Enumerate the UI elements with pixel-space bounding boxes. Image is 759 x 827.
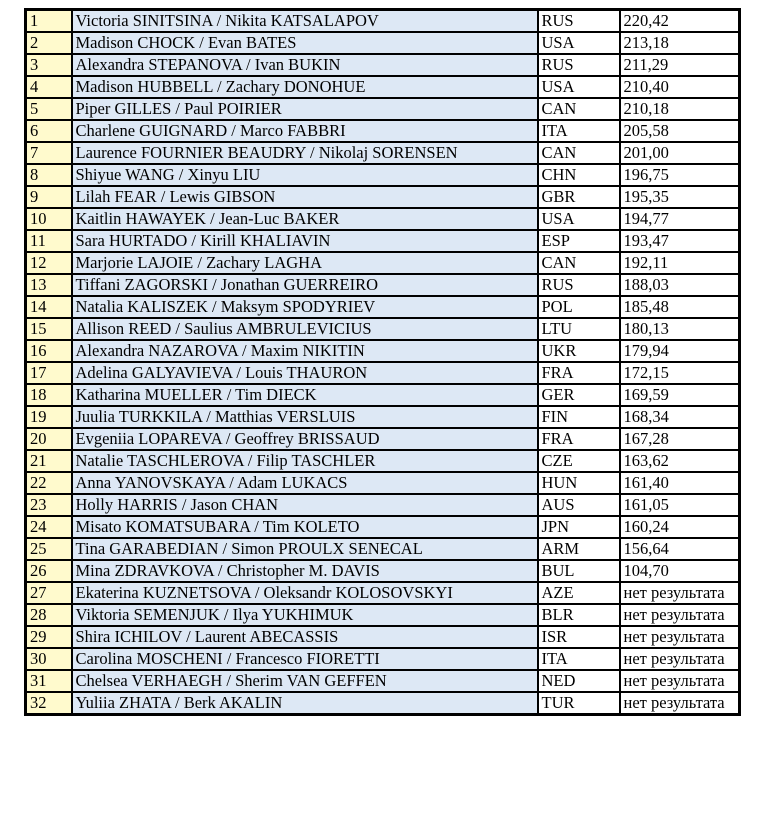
nation-code-cell: ARM (538, 538, 620, 560)
table-row (26, 32, 740, 54)
score-cell: 192,11 (620, 252, 740, 274)
score-cell: 163,62 (620, 450, 740, 472)
table-row (26, 450, 740, 472)
table-row (26, 670, 740, 692)
score-cell: 210,40 (620, 76, 740, 98)
score-cell: 161,40 (620, 472, 740, 494)
nation-code-cell: RUS (538, 54, 620, 76)
pair-name-cell: Lilah FEAR / Lewis GIBSON (72, 186, 538, 208)
nation-code-cell: CAN (538, 252, 620, 274)
nation-code-cell: LTU (538, 318, 620, 340)
rank-cell: 32 (26, 692, 72, 715)
pair-name-cell: Shira ICHILOV / Laurent ABECASSIS (72, 626, 538, 648)
pair-name-cell: Kaitlin HAWAYEK / Jean-Luc BAKER (72, 208, 538, 230)
rank-cell: 10 (26, 208, 72, 230)
table-row (26, 296, 740, 318)
pair-name-cell: Victoria SINITSINA / Nikita KATSALAPOV (72, 10, 538, 33)
score-cell: 210,18 (620, 98, 740, 120)
pair-name-cell: Holly HARRIS / Jason CHAN (72, 494, 538, 516)
pair-name-cell: Marjorie LAJOIE / Zachary LAGHA (72, 252, 538, 274)
table-row (26, 76, 740, 98)
nation-code-cell: ITA (538, 120, 620, 142)
rank-cell: 25 (26, 538, 72, 560)
score-cell: нет результата (620, 692, 740, 715)
rank-cell: 18 (26, 384, 72, 406)
nation-code-cell: RUS (538, 10, 620, 33)
pair-name-cell: Carolina MOSCHENI / Francesco FIORETTI (72, 648, 538, 670)
rank-cell: 12 (26, 252, 72, 274)
table-row (26, 120, 740, 142)
pair-name-cell: Evgeniia LOPAREVA / Geoffrey BRISSAUD (72, 428, 538, 450)
results-table-body (26, 10, 740, 715)
nation-code-cell: ESP (538, 230, 620, 252)
score-cell: 179,94 (620, 340, 740, 362)
rank-cell: 1 (26, 10, 72, 33)
score-cell: 220,42 (620, 10, 740, 33)
nation-code-cell: RUS (538, 274, 620, 296)
rank-cell: 21 (26, 450, 72, 472)
nation-code-cell: GBR (538, 186, 620, 208)
table-row (26, 648, 740, 670)
score-cell: 196,75 (620, 164, 740, 186)
score-cell: 180,13 (620, 318, 740, 340)
pair-name-cell: Shiyue WANG / Xinyu LIU (72, 164, 538, 186)
nation-code-cell: UKR (538, 340, 620, 362)
rank-cell: 17 (26, 362, 72, 384)
pair-name-cell: Madison CHOCK / Evan BATES (72, 32, 538, 54)
table-row (26, 428, 740, 450)
nation-code-cell: HUN (538, 472, 620, 494)
score-cell: 161,05 (620, 494, 740, 516)
pair-name-cell: Charlene GUIGNARD / Marco FABBRI (72, 120, 538, 142)
rank-cell: 29 (26, 626, 72, 648)
score-cell: 205,58 (620, 120, 740, 142)
rank-cell: 28 (26, 604, 72, 626)
table-row (26, 516, 740, 538)
score-cell: нет результата (620, 670, 740, 692)
score-cell: 194,77 (620, 208, 740, 230)
nation-code-cell: AUS (538, 494, 620, 516)
nation-code-cell: NED (538, 670, 620, 692)
pair-name-cell: Anna YANOVSKAYA / Adam LUKACS (72, 472, 538, 494)
table-row (26, 318, 740, 340)
table-row (26, 406, 740, 428)
score-cell: 185,48 (620, 296, 740, 318)
rank-cell: 2 (26, 32, 72, 54)
score-cell: 213,18 (620, 32, 740, 54)
score-cell: 167,28 (620, 428, 740, 450)
nation-code-cell: CAN (538, 142, 620, 164)
pair-name-cell: Ekaterina KUZNETSOVA / Oleksandr KOLOSOVSKYI (72, 582, 538, 604)
pair-name-cell: Chelsea VERHAEGH / Sherim VAN GEFFEN (72, 670, 538, 692)
rank-cell: 31 (26, 670, 72, 692)
table-row (26, 626, 740, 648)
score-cell: 160,24 (620, 516, 740, 538)
table-row (26, 98, 740, 120)
pair-name-cell: Sara HURTADO / Kirill KHALIAVIN (72, 230, 538, 252)
score-cell: 169,59 (620, 384, 740, 406)
nation-code-cell: FRA (538, 428, 620, 450)
pair-name-cell: Tiffani ZAGORSKI / Jonathan GUERREIRO (72, 274, 538, 296)
nation-code-cell: USA (538, 76, 620, 98)
nation-code-cell: FIN (538, 406, 620, 428)
rank-cell: 19 (26, 406, 72, 428)
score-cell: нет результата (620, 582, 740, 604)
nation-code-cell: JPN (538, 516, 620, 538)
table-row (26, 692, 740, 715)
table-row (26, 538, 740, 560)
rank-cell: 4 (26, 76, 72, 98)
pair-name-cell: Adelina GALYAVIEVA / Louis THAURON (72, 362, 538, 384)
nation-code-cell: CZE (538, 450, 620, 472)
table-row (26, 362, 740, 384)
table-row (26, 230, 740, 252)
pair-name-cell: Mina ZDRAVKOVA / Christopher M. DAVIS (72, 560, 538, 582)
table-row (26, 186, 740, 208)
table-row (26, 494, 740, 516)
score-cell: 188,03 (620, 274, 740, 296)
rank-cell: 16 (26, 340, 72, 362)
results-table (24, 8, 741, 716)
rank-cell: 20 (26, 428, 72, 450)
nation-code-cell: FRA (538, 362, 620, 384)
table-row (26, 208, 740, 230)
table-row (26, 274, 740, 296)
score-cell: 156,64 (620, 538, 740, 560)
nation-code-cell: CHN (538, 164, 620, 186)
table-row (26, 560, 740, 582)
nation-code-cell: CAN (538, 98, 620, 120)
rank-cell: 22 (26, 472, 72, 494)
pair-name-cell: Misato KOMATSUBARA / Tim KOLETO (72, 516, 538, 538)
pair-name-cell: Tina GARABEDIAN / Simon PROULX SENECAL (72, 538, 538, 560)
score-cell: 195,35 (620, 186, 740, 208)
rank-cell: 13 (26, 274, 72, 296)
rank-cell: 30 (26, 648, 72, 670)
pair-name-cell: Piper GILLES / Paul POIRIER (72, 98, 538, 120)
rank-cell: 24 (26, 516, 72, 538)
nation-code-cell: POL (538, 296, 620, 318)
pair-name-cell: Katharina MUELLER / Tim DIECK (72, 384, 538, 406)
table-row (26, 604, 740, 626)
score-cell: нет результата (620, 648, 740, 670)
pair-name-cell: Madison HUBBELL / Zachary DONOHUE (72, 76, 538, 98)
rank-cell: 9 (26, 186, 72, 208)
score-cell: нет результата (620, 604, 740, 626)
rank-cell: 7 (26, 142, 72, 164)
table-row (26, 472, 740, 494)
table-row (26, 10, 740, 33)
rank-cell: 15 (26, 318, 72, 340)
score-cell: 104,70 (620, 560, 740, 582)
table-row (26, 582, 740, 604)
pair-name-cell: Juulia TURKKILA / Matthias VERSLUIS (72, 406, 538, 428)
score-cell: 172,15 (620, 362, 740, 384)
table-row (26, 164, 740, 186)
rank-cell: 27 (26, 582, 72, 604)
score-cell: 168,34 (620, 406, 740, 428)
pair-name-cell: Laurence FOURNIER BEAUDRY / Nikolaj SORENSEN (72, 142, 538, 164)
rank-cell: 23 (26, 494, 72, 516)
rank-cell: 6 (26, 120, 72, 142)
nation-code-cell: AZE (538, 582, 620, 604)
nation-code-cell: USA (538, 208, 620, 230)
score-cell: 211,29 (620, 54, 740, 76)
pair-name-cell: Viktoria SEMENJUK / Ilya YUKHIMUK (72, 604, 538, 626)
pair-name-cell: Natalie TASCHLEROVA / Filip TASCHLER (72, 450, 538, 472)
nation-code-cell: USA (538, 32, 620, 54)
nation-code-cell: TUR (538, 692, 620, 715)
pair-name-cell: Alexandra NAZAROVA / Maxim NIKITIN (72, 340, 538, 362)
nation-code-cell: BUL (538, 560, 620, 582)
rank-cell: 26 (26, 560, 72, 582)
rank-cell: 3 (26, 54, 72, 76)
nation-code-cell: GER (538, 384, 620, 406)
table-row (26, 340, 740, 362)
pair-name-cell: Allison REED / Saulius AMBRULEVICIUS (72, 318, 538, 340)
score-cell: нет результата (620, 626, 740, 648)
nation-code-cell: ISR (538, 626, 620, 648)
score-cell: 193,47 (620, 230, 740, 252)
table-row (26, 142, 740, 164)
table-row (26, 54, 740, 76)
table-row (26, 384, 740, 406)
nation-code-cell: BLR (538, 604, 620, 626)
nation-code-cell: ITA (538, 648, 620, 670)
rank-cell: 11 (26, 230, 72, 252)
pair-name-cell: Alexandra STEPANOVA / Ivan BUKIN (72, 54, 538, 76)
rank-cell: 14 (26, 296, 72, 318)
score-cell: 201,00 (620, 142, 740, 164)
rank-cell: 5 (26, 98, 72, 120)
rank-cell: 8 (26, 164, 72, 186)
pair-name-cell: Yuliia ZHATA / Berk AKALIN (72, 692, 538, 715)
table-row (26, 252, 740, 274)
pair-name-cell: Natalia KALISZEK / Maksym SPODYRIEV (72, 296, 538, 318)
